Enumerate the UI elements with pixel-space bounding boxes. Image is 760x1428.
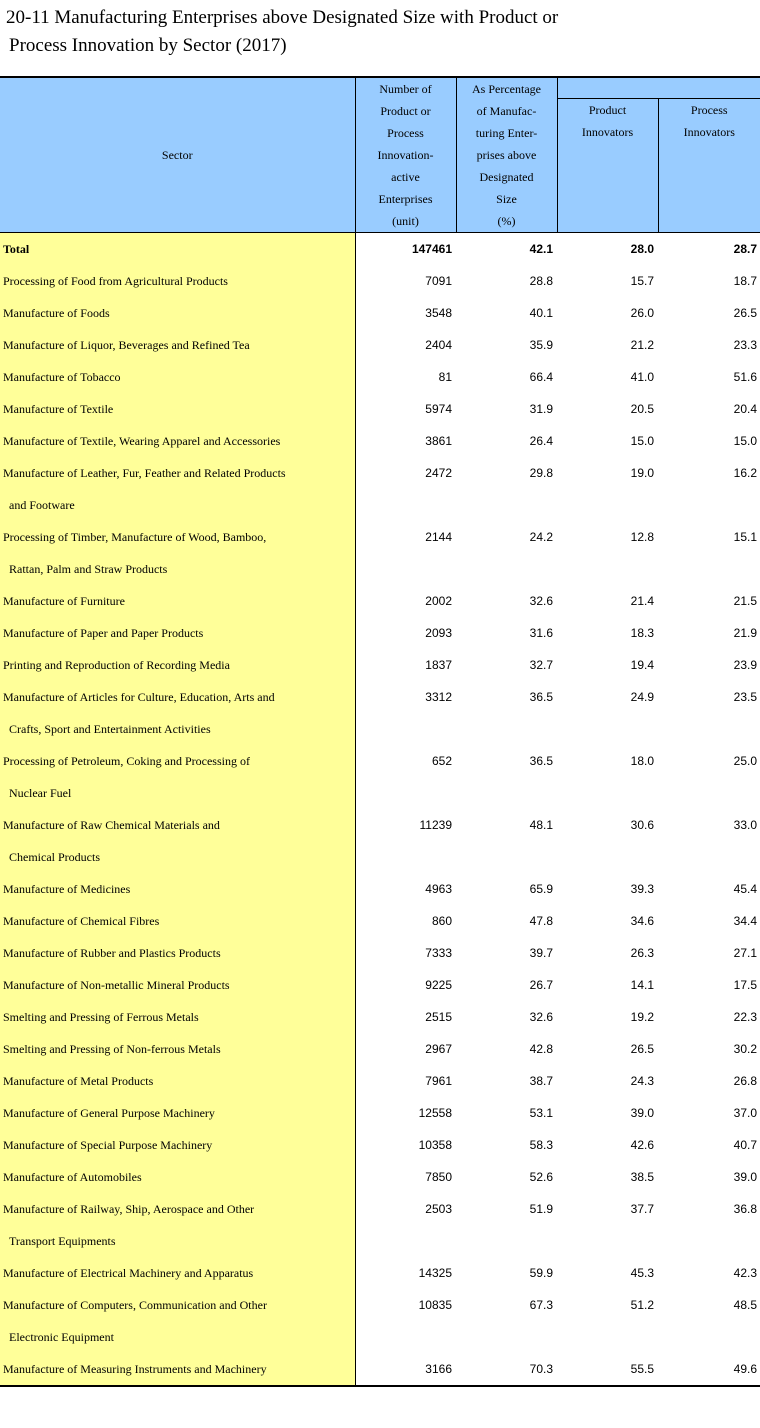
- table-row: [0, 1065, 760, 1097]
- process-innovators-cell: 21.5: [733, 594, 757, 608]
- header-percentage-line: turing Enter-: [475, 126, 538, 140]
- product-innovators-cell: 24.3: [630, 1074, 654, 1088]
- product-innovators-cell: 26.3: [630, 946, 654, 960]
- header-product-line: Product: [588, 103, 627, 117]
- header-sector: Sector: [0, 77, 355, 233]
- percentage-cell: 29.8: [529, 466, 553, 480]
- enterprises-cell: 2515: [425, 1010, 452, 1024]
- product-innovators-cell: 21.2: [630, 338, 654, 352]
- table-row: [0, 937, 760, 969]
- sector-name: Manufacture of Computers, Communication and Other: [3, 1298, 267, 1312]
- product-innovators-cell: 26.0: [630, 306, 654, 320]
- table-row: [0, 1129, 760, 1161]
- percentage-cell: 38.7: [529, 1074, 553, 1088]
- product-innovators-cell: 30.6: [630, 818, 654, 832]
- product-innovators-cell: 15.0: [630, 434, 654, 448]
- process-innovators-cell: 42.3: [733, 1266, 757, 1280]
- enterprises-cell: 14325: [418, 1266, 452, 1280]
- sector-cell: [0, 905, 355, 937]
- sector-name: Smelting and Pressing of Non-ferrous Metals: [3, 1042, 221, 1056]
- product-innovators-cell: 42.6: [630, 1138, 654, 1152]
- sector-name: Manufacture of Special Purpose Machinery: [3, 1138, 213, 1152]
- sector-name: Manufacture of Liquor, Beverages and Refined Tea: [3, 338, 250, 352]
- sector-name-continued: Electronic Equipment: [9, 1330, 114, 1344]
- product-innovators-cell: 28.0: [630, 242, 654, 256]
- sector-name: Manufacture of Articles for Culture, Education, Arts and: [3, 690, 275, 704]
- sector-cell: [0, 1193, 355, 1257]
- sector-cell: [0, 617, 355, 649]
- process-innovators-cell: 21.9: [733, 626, 757, 640]
- header-product-line: Innovators: [581, 125, 634, 139]
- product-innovators-cell: 45.3: [630, 1266, 654, 1280]
- percentage-cell: 36.5: [529, 690, 553, 704]
- percentage-cell: 28.8: [529, 274, 553, 288]
- enterprises-cell: 2002: [425, 594, 452, 608]
- process-innovators-cell: 15.1: [733, 530, 757, 544]
- sector-cell: [0, 649, 355, 681]
- header-percentage-line: Designated: [479, 170, 534, 184]
- table-row: [0, 1001, 760, 1033]
- enterprises-cell: 4963: [425, 882, 452, 896]
- table-body: [0, 233, 760, 1387]
- product-innovators-cell: 12.8: [630, 530, 654, 544]
- product-innovators-cell: 41.0: [630, 370, 654, 384]
- process-innovators-cell: 33.0: [733, 818, 757, 832]
- sector-name: Manufacture of Rubber and Plastics Products: [3, 946, 221, 960]
- sector-name: Manufacture of Medicines: [3, 882, 131, 896]
- percentage-cell: 58.3: [529, 1138, 553, 1152]
- percentage-cell: 53.1: [529, 1106, 553, 1120]
- sector-name: Processing of Food from Agricultural Products: [3, 274, 228, 288]
- percentage-cell: 35.9: [529, 338, 553, 352]
- percentage-cell: 26.4: [529, 434, 553, 448]
- header-percentage-line: of Manufac-: [476, 104, 537, 118]
- percentage-cell: 47.8: [529, 914, 553, 928]
- product-innovators-cell: 18.0: [630, 754, 654, 768]
- innovation-table: [0, 76, 760, 1387]
- percentage-cell: 70.3: [529, 1362, 553, 1376]
- enterprises-cell: 3166: [425, 1362, 452, 1376]
- percentage-cell: 39.7: [529, 946, 553, 960]
- enterprises-cell: 2093: [425, 626, 452, 640]
- process-innovators-cell: 16.2: [733, 466, 757, 480]
- header-number-line: (unit): [392, 214, 419, 228]
- product-innovators-cell: 39.0: [630, 1106, 654, 1120]
- percentage-cell: 31.6: [529, 626, 553, 640]
- enterprises-cell: 11239: [419, 818, 452, 832]
- sector-cell: [0, 873, 355, 905]
- sector-name: Manufacture of Textile: [3, 402, 114, 416]
- process-innovators-cell: 18.7: [733, 274, 757, 288]
- table-row: [0, 425, 760, 457]
- process-innovators-cell: 36.8: [733, 1202, 757, 1216]
- sector-cell: [0, 233, 355, 266]
- process-innovators-cell: 20.4: [733, 402, 757, 416]
- table-row: [0, 585, 760, 617]
- percentage-cell: 26.7: [529, 978, 553, 992]
- product-innovators-cell: 24.9: [630, 690, 654, 704]
- enterprises-cell: 5974: [425, 402, 452, 416]
- header-number-line: Innovation-: [377, 148, 434, 162]
- table-row: [0, 457, 760, 521]
- enterprises-cell: 2472: [425, 466, 452, 480]
- sector-name: Manufacture of Textile, Wearing Apparel and Accessories: [3, 434, 281, 448]
- sector-cell: [0, 1033, 355, 1065]
- header-process-line: Process: [690, 103, 728, 117]
- sector-cell: [0, 1289, 355, 1353]
- sector-name: Manufacture of Tobacco: [3, 370, 121, 384]
- sector-cell: [0, 1257, 355, 1289]
- table-title-line-2: Process Innovation by Sector (2017): [9, 35, 287, 56]
- process-innovators-cell: 27.1: [733, 946, 757, 960]
- table-row: [0, 969, 760, 1001]
- process-innovators-cell: 15.0: [733, 434, 757, 448]
- sector-cell: [0, 681, 355, 745]
- table-header: [0, 77, 760, 233]
- product-innovators-cell: 39.3: [630, 882, 654, 896]
- sector-name: Processing of Petroleum, Coking and Processing of: [3, 754, 250, 768]
- sector-name: Manufacture of Measuring Instruments and Machinery: [3, 1362, 267, 1376]
- table-row: [0, 521, 760, 585]
- percentage-cell: 24.2: [529, 530, 553, 544]
- table-row: [0, 1097, 760, 1129]
- sector-name: Printing and Reproduction of Recording Media: [3, 658, 230, 672]
- percentage-cell: 36.5: [529, 754, 553, 768]
- header-percentage-line: (%): [497, 214, 516, 228]
- process-innovators-cell: 40.7: [733, 1138, 757, 1152]
- sector-name: Manufacture of Automobiles: [3, 1170, 142, 1184]
- sector-name: Manufacture of General Purpose Machinery: [3, 1106, 215, 1120]
- sector-name: Manufacture of Railway, Ship, Aerospace and Other: [3, 1202, 255, 1216]
- percentage-cell: 59.9: [529, 1266, 553, 1280]
- table-row: [0, 1193, 760, 1257]
- sector-name-continued: Nuclear Fuel: [9, 786, 72, 800]
- process-innovators-cell: 26.8: [733, 1074, 757, 1088]
- process-innovators-cell: 34.4: [733, 914, 757, 928]
- sector-name: Manufacture of Metal Products: [3, 1074, 154, 1088]
- percentage-cell: 32.7: [529, 658, 553, 672]
- product-innovators-cell: 55.5: [630, 1362, 654, 1376]
- sector-cell: [0, 297, 355, 329]
- product-innovators-cell: 19.4: [630, 658, 654, 672]
- sector-name: Smelting and Pressing of Ferrous Metals: [3, 1010, 199, 1024]
- product-innovators-cell: 20.5: [630, 402, 654, 416]
- enterprises-cell: 3312: [425, 690, 452, 704]
- product-innovators-cell: 14.1: [630, 978, 654, 992]
- table-row: [0, 329, 760, 361]
- enterprises-cell: 7850: [425, 1170, 452, 1184]
- process-innovators-cell: 30.2: [733, 1042, 757, 1056]
- sector-cell: [0, 1353, 355, 1386]
- table-row: [0, 617, 760, 649]
- percentage-cell: 67.3: [529, 1298, 553, 1312]
- table-row: [0, 297, 760, 329]
- product-innovators-cell: 19.2: [630, 1010, 654, 1024]
- header-percentage-line: As Percentage: [472, 82, 541, 96]
- sector-name: Manufacture of Raw Chemical Materials and: [3, 818, 220, 832]
- percentage-cell: 32.6: [529, 594, 553, 608]
- sector-cell: [0, 425, 355, 457]
- header-spacer: [557, 77, 760, 99]
- enterprises-cell: 10835: [418, 1298, 452, 1312]
- sector-cell: [0, 969, 355, 1001]
- table-row-total: [0, 233, 760, 266]
- enterprises-cell: 2967: [425, 1042, 452, 1056]
- table-row: [0, 809, 760, 873]
- header-number-line: active: [391, 170, 420, 184]
- enterprises-cell: 3548: [425, 306, 452, 320]
- enterprises-cell: 10358: [418, 1138, 452, 1152]
- sector-name-continued: Rattan, Palm and Straw Products: [9, 562, 168, 576]
- sector-cell: [0, 809, 355, 873]
- sector-name: Manufacture of Leather, Fur, Feather and Related Products: [3, 466, 286, 480]
- table-row: [0, 745, 760, 809]
- enterprises-cell: 1837: [425, 658, 452, 672]
- table-row: [0, 265, 760, 297]
- process-innovators-cell: 45.4: [733, 882, 757, 896]
- sector-cell: [0, 457, 355, 521]
- process-innovators-cell: 28.7: [733, 242, 757, 256]
- enterprises-cell: 7091: [425, 274, 452, 288]
- process-innovators-cell: 26.5: [733, 306, 757, 320]
- sector-name: Manufacture of Paper and Paper Products: [3, 626, 204, 640]
- sector-cell: [0, 745, 355, 809]
- sector-name: Manufacture of Chemical Fibres: [3, 914, 160, 928]
- percentage-cell: 42.1: [529, 242, 553, 256]
- sector-cell: [0, 1065, 355, 1097]
- product-innovators-cell: 15.7: [630, 274, 654, 288]
- sector-cell: [0, 1097, 355, 1129]
- sector-cell: [0, 521, 355, 585]
- process-innovators-cell: 48.5: [733, 1298, 757, 1312]
- product-innovators-cell: 26.5: [630, 1042, 654, 1056]
- process-innovators-cell: 51.6: [733, 370, 757, 384]
- percentage-cell: 32.6: [529, 1010, 553, 1024]
- percentage-cell: 51.9: [529, 1202, 553, 1216]
- process-innovators-cell: 23.3: [733, 338, 757, 352]
- header-number-line: Enterprises: [378, 192, 433, 206]
- enterprises-cell: 2503: [425, 1202, 452, 1216]
- table-title-line-1: 20-11 Manufacturing Enterprises above Designated Size with Product or: [6, 7, 559, 28]
- table-row: [0, 1353, 760, 1386]
- enterprises-cell: 652: [431, 754, 452, 768]
- product-innovators-cell: 37.7: [630, 1202, 654, 1216]
- enterprises-cell: 12558: [418, 1106, 452, 1120]
- sector-cell: [0, 329, 355, 361]
- header-percentage: [456, 77, 557, 233]
- table-row: [0, 393, 760, 425]
- percentage-cell: 66.4: [529, 370, 553, 384]
- process-innovators-cell: 49.6: [733, 1362, 757, 1376]
- process-innovators-cell: 17.5: [733, 978, 757, 992]
- enterprises-cell: 2404: [425, 338, 452, 352]
- sector-cell: [0, 585, 355, 617]
- sector-name-continued: and Footware: [9, 498, 75, 512]
- enterprises-cell: 81: [438, 370, 452, 384]
- sector-name: Manufacture of Furniture: [3, 594, 125, 608]
- percentage-cell: 40.1: [529, 306, 553, 320]
- product-innovators-cell: 38.5: [630, 1170, 654, 1184]
- sector-cell: [0, 361, 355, 393]
- table-title: [6, 4, 746, 60]
- table-row: [0, 873, 760, 905]
- table-row: [0, 1289, 760, 1353]
- sector-name: Total: [3, 242, 30, 256]
- sector-name-continued: Chemical Products: [9, 850, 100, 864]
- enterprises-cell: 9225: [425, 978, 452, 992]
- header-number-line: Product or: [380, 104, 431, 118]
- enterprises-cell: 3861: [425, 434, 452, 448]
- table-row: [0, 649, 760, 681]
- table-row: [0, 1033, 760, 1065]
- sector-cell: [0, 1129, 355, 1161]
- table-row: [0, 361, 760, 393]
- table-row: [0, 681, 760, 745]
- header-percentage-line: Size: [496, 192, 517, 206]
- enterprises-cell: 860: [431, 914, 452, 928]
- percentage-cell: 48.1: [529, 818, 553, 832]
- header-number-line: Number of: [379, 82, 432, 96]
- sector-name: Manufacture of Foods: [3, 306, 110, 320]
- sector-name-continued: Crafts, Sport and Entertainment Activities: [9, 722, 211, 736]
- sector-cell: [0, 937, 355, 969]
- process-innovators-cell: 39.0: [733, 1170, 757, 1184]
- enterprises-cell: 7333: [425, 946, 452, 960]
- sector-cell: [0, 265, 355, 297]
- header-number-line: Process: [387, 126, 424, 140]
- product-innovators-cell: 21.4: [630, 594, 654, 608]
- table-row: [0, 1257, 760, 1289]
- percentage-cell: 42.8: [529, 1042, 553, 1056]
- sector-name: Processing of Timber, Manufacture of Wood, Bamboo,: [3, 530, 267, 544]
- sector-name: Manufacture of Electrical Machinery and Apparatus: [3, 1266, 254, 1280]
- enterprises-cell: 2144: [425, 530, 452, 544]
- sector-cell: [0, 393, 355, 425]
- process-innovators-cell: 23.5: [733, 690, 757, 704]
- header-product-innovators: [557, 99, 658, 233]
- table-row: [0, 1161, 760, 1193]
- sector-name-continued: Transport Equipments: [9, 1234, 116, 1248]
- header-process-innovators: [658, 99, 760, 233]
- header-number-of-enterprises: [355, 77, 456, 233]
- header-percentage-line: prises above: [476, 148, 537, 162]
- process-innovators-cell: 22.3: [733, 1010, 757, 1024]
- percentage-cell: 52.6: [529, 1170, 553, 1184]
- sector-name: Manufacture of Non-metallic Mineral Products: [3, 978, 230, 992]
- product-innovators-cell: 18.3: [630, 626, 654, 640]
- sector-cell: [0, 1001, 355, 1033]
- product-innovators-cell: 51.2: [630, 1298, 654, 1312]
- sector-cell: [0, 1161, 355, 1193]
- enterprises-cell: 7961: [425, 1074, 452, 1088]
- process-innovators-cell: 23.9: [733, 658, 757, 672]
- process-innovators-cell: 25.0: [733, 754, 757, 768]
- percentage-cell: 31.9: [529, 402, 553, 416]
- product-innovators-cell: 34.6: [630, 914, 654, 928]
- header-process-line: Innovators: [683, 125, 735, 139]
- percentage-cell: 65.9: [529, 882, 553, 896]
- enterprises-cell: 147461: [411, 242, 452, 256]
- product-innovators-cell: 19.0: [630, 466, 654, 480]
- process-innovators-cell: 37.0: [733, 1106, 757, 1120]
- table-row: [0, 905, 760, 937]
